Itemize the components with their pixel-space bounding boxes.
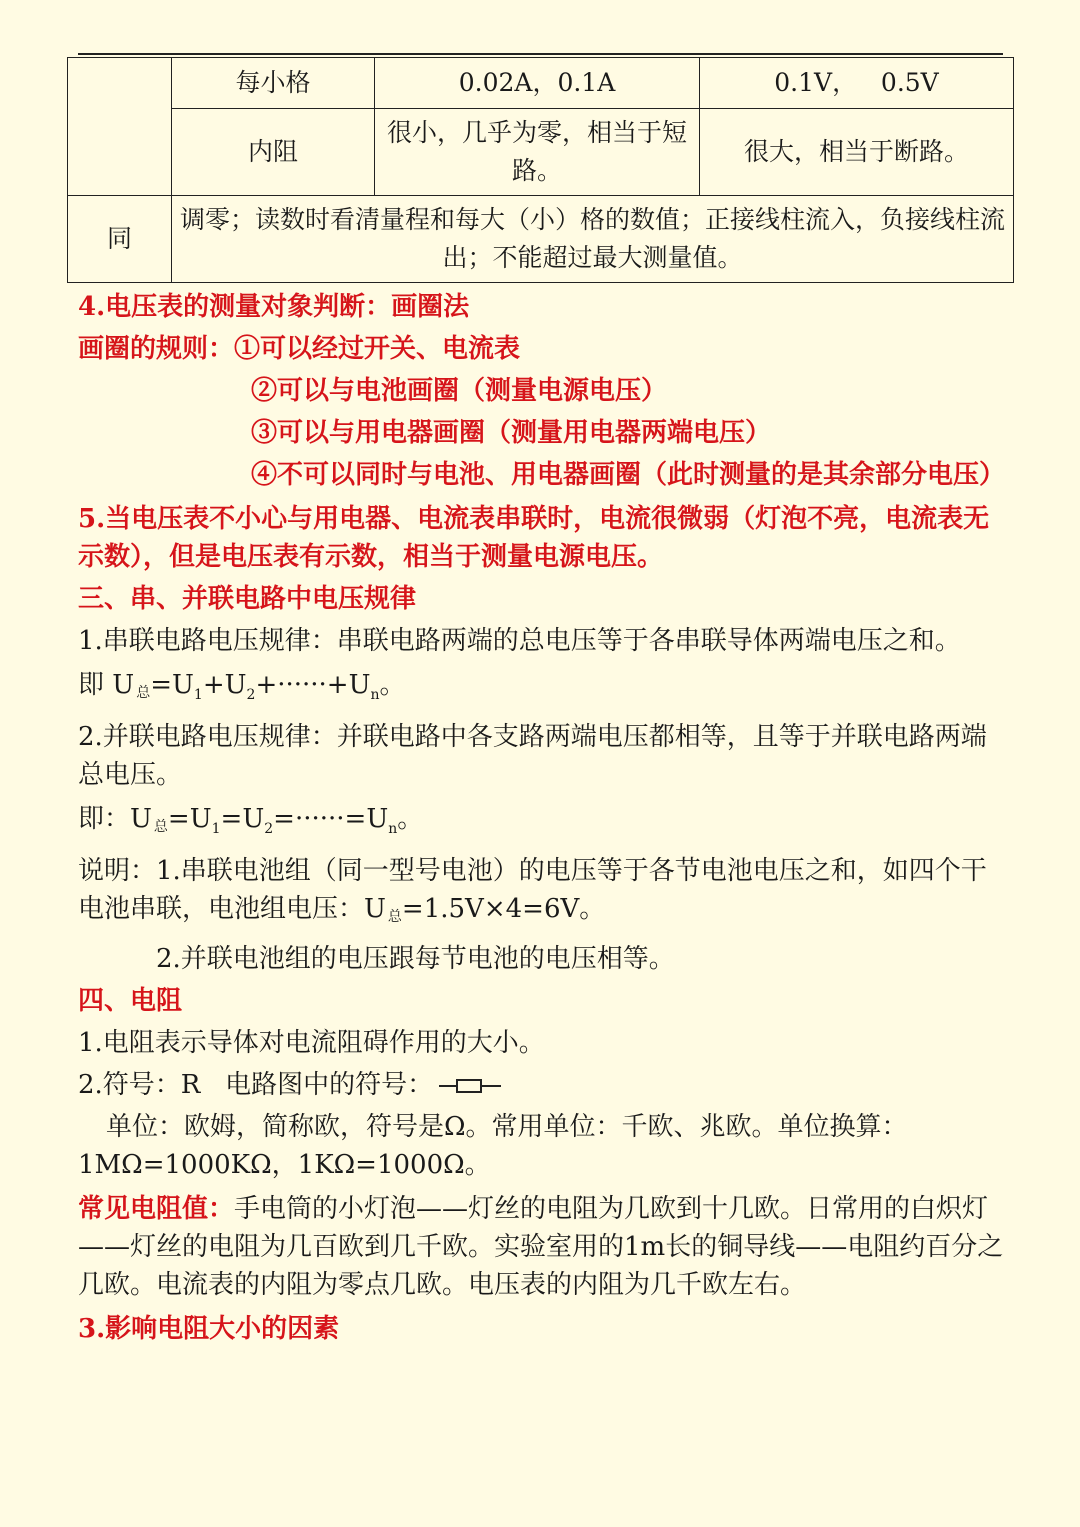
table-row: [68, 109, 1014, 196]
ammeter-resistance: 很小，几乎为零，相当于短路。: [375, 109, 700, 196]
resistance-unit: 单位：欧姆，简称欧，符号是Ω。常用单位：千欧、兆欧。单位换算：1MΩ=1000KΩ，1KΩ=1000Ω。: [78, 1112, 908, 1181]
rule-3: ③可以与用电器画圈（测量用电器两端电压）: [251, 418, 772, 448]
section-4-title: 4.电压表的测量对象判断：画圈法: [78, 292, 470, 322]
battery-note-1: 说明：1.串联电池组（同一型号电池）的电压等于各节电池电压之和，如四个干电池串联，电池组电压：U 总=1.5V×4=6V。: [78, 856, 987, 926]
parallel-voltage-rule: 2.并联电路电压规律：并联电路中各支路两端电压都相等，且等于并联电路两端总电压。: [78, 722, 987, 791]
common-resistance-values: 常见电阻值：手电筒的小灯泡——灯丝的电阻为几欧到十几欧。日常用的白炽灯——灯丝的电阻为几百欧到几千欧。实验室用的1m长的铜导线——电阻约百分之几欧。电流表的内阻为零点几欧。电压表的内阻为几千欧左右。: [78, 1194, 1004, 1301]
resistance-factors-title: 3.影响电阻大小的因素: [78, 1314, 340, 1345]
series-formula: 即 U 总$=U_1+U_2+\cdot\cdot\cdot\cdot\cdot\cdot+U_n$。: [78, 670, 406, 704]
resistor-symbol-icon: [439, 1076, 501, 1096]
rule-line-1: [78, 330, 1010, 368]
table-row: [68, 58, 1014, 109]
resistance-definition: 1.电阻表示导体对电流阻碍作用的大小。: [78, 1028, 545, 1059]
table-row: [68, 196, 1014, 283]
section-5-text: 5.当电压表不小心与用电器、电流表串联时，电流很微弱（灯泡不亮，电流表无示数），但是电压表有示数，相当于测量电源电压。: [78, 504, 990, 572]
row-label-per-division: 每小格: [172, 58, 375, 109]
parallel-formula: 即：U 总$=U_1=U_2=\cdot\cdot\cdot\cdot\cdot\cdot=U_n$。: [78, 804, 424, 838]
ammeter-per-division: 0.02A，0.1A: [375, 58, 700, 109]
blank-cell: [68, 58, 172, 196]
row-label-same: 同: [68, 196, 172, 283]
comparison-table: [67, 57, 1014, 283]
resistance-symbol: 2.符号：R 电路图中的符号：: [78, 1066, 1010, 1104]
part-3-title: 三、串、并联电路中电压规律: [78, 584, 417, 614]
rule-label: 画圈的规则：: [78, 334, 235, 364]
voltmeter-resistance: 很大，相当于断路。: [700, 109, 1014, 196]
part-4-title: 四、电阻: [78, 986, 183, 1017]
top-rule: [78, 53, 1003, 55]
rule-4: ④不可以同时与电池、用电器画圈（此时测量的是其余部分电压）: [251, 460, 1006, 490]
series-voltage-rule: 1.串联电路电压规律：串联电路两端的总电压等于各串联导体两端电压之和。: [78, 626, 961, 656]
battery-note-2: 2.并联电池组的电压跟每节电池的电压相等。: [156, 944, 675, 975]
rule-1: ①可以经过开关、电流表: [234, 334, 521, 364]
same-points-text: 调零；读数时看清量程和每大（小）格的数值；正接线柱流入，负接线柱流出；不能超过最大测量值。: [172, 196, 1014, 283]
voltmeter-per-division: 0.1V， 0.5V: [700, 58, 1014, 109]
rule-2: ②可以与电池画圈（测量电源电压）: [251, 376, 668, 406]
row-label-resistance: 内阻: [172, 109, 375, 196]
main-content: [78, 288, 1010, 1348]
